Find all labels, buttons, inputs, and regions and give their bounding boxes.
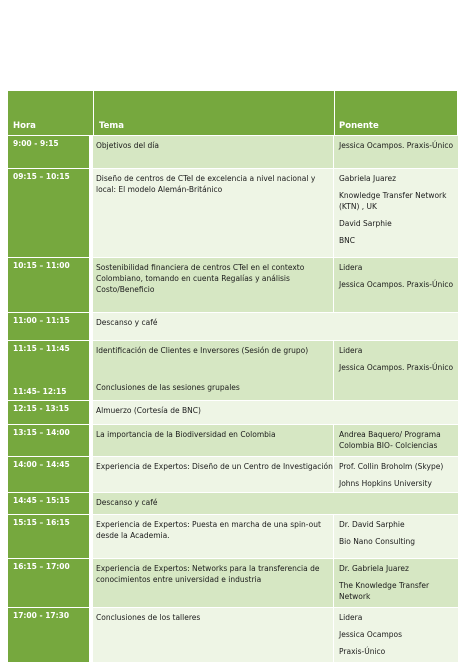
table-row <box>8 257 457 312</box>
header-divider <box>334 91 335 135</box>
table-row <box>8 607 457 662</box>
table-row <box>8 312 457 340</box>
speaker-line: David Sarphie <box>339 219 392 228</box>
time-cell: 09:15 – 10:15 <box>8 169 89 257</box>
time-cell: 12:15 - 13:15 <box>8 401 89 424</box>
time-cell: 14:45 – 15:15 <box>8 493 89 514</box>
topic-cell: Conclusiones de los talleres <box>93 608 333 662</box>
topic-cell: Experiencia de Expertos: Diseño de un Centro de Investigación <box>93 457 333 492</box>
time-second: 11:45- 12:15 <box>13 387 67 396</box>
agenda-table <box>8 91 457 662</box>
topic-cell: La importancia de la Biodiversidad en Colombia <box>93 425 333 456</box>
topic-cell: Descanso y café <box>93 313 458 340</box>
time-cell: 13:15 – 14:00 <box>8 425 89 456</box>
header-tema: Tema <box>99 121 125 131</box>
speaker-cell <box>334 608 458 662</box>
speaker-line: BNC <box>339 236 355 245</box>
time-cell: 14:00 – 14:45 <box>8 457 89 492</box>
speaker-cell <box>334 515 458 558</box>
speaker-cell <box>334 169 458 257</box>
speaker-line: Andrea Baquero/ Programa Colombia BIO- Colciencias <box>339 430 441 450</box>
topic-cell: Sostenibilidad financiera de centros CTeI en el contexto Colombiano, tomando en cuenta Regalías y análisis Costo/Beneficio <box>93 258 333 312</box>
speaker-line: Praxis-Único <box>339 647 386 656</box>
speaker-line: Jessica Ocampos. Praxis-Único <box>339 141 454 150</box>
speaker-line: Lidera <box>339 263 363 272</box>
header-ponente: Ponente <box>339 121 379 131</box>
speaker-cell <box>334 457 458 492</box>
time-cell: 9:00 - 9:15 <box>8 136 89 168</box>
speaker-line: Dr. Gabriela Juarez <box>339 564 409 573</box>
header-divider <box>93 91 94 135</box>
topic-cell: Experiencia de Expertos: Puesta en marcha de una spin-out desde la Academia. <box>93 515 333 558</box>
speaker-line: Bio Nano Consulting <box>339 537 415 546</box>
table-row <box>8 492 457 514</box>
speaker-line: Knowledge Transfer Network (KTN) , UK <box>339 191 447 211</box>
speaker-line: Prof. Collin Broholm (Skype) <box>339 462 444 471</box>
table-header <box>8 91 457 135</box>
speaker-cell <box>334 559 458 607</box>
speaker-line: Jessica Ocampos. Praxis-Único <box>339 280 454 289</box>
topic-first: Identificación de Clientes e Inversores (Sesión de grupo) <box>96 346 309 355</box>
table-row <box>8 135 457 168</box>
topic-second: Conclusiones de las sesiones grupales <box>96 383 240 392</box>
topic-cell <box>93 341 333 400</box>
topic-cell: Experiencia de Expertos: Networks para la transferencia de conocimientos entre universidad e industria <box>93 559 333 607</box>
speaker-line: Dr. David Sarphie <box>339 520 405 529</box>
speaker-line: Lidera <box>339 613 363 622</box>
table-row <box>8 424 457 456</box>
table-row <box>8 400 457 424</box>
time-cell: 15:15 – 16:15 <box>8 515 89 558</box>
table-row <box>8 514 457 558</box>
table-row <box>8 558 457 607</box>
speaker-line: Gabriela Juarez <box>339 174 397 183</box>
speaker-line: Lidera <box>339 346 363 355</box>
speaker-line: Jessica Ocampos. Praxis-Único <box>339 363 454 372</box>
topic-cell: Objetivos del día <box>93 136 333 168</box>
speaker-cell <box>334 425 458 456</box>
time-cell: 11:00 – 11:15 <box>8 313 89 340</box>
speaker-cell <box>334 258 458 312</box>
table-row <box>8 340 457 400</box>
time-cell: 16:15 – 17:00 <box>8 559 89 607</box>
time-cell: 17:00 - 17:30 <box>8 608 89 662</box>
table-row <box>8 168 457 257</box>
topic-cell: Almuerzo (Cortesía de BNC) <box>93 401 458 424</box>
topic-cell: Diseño de centros de CTeI de excelencia a nivel nacional y local: El modelo Alemán-Británico <box>93 169 333 257</box>
time-cell <box>8 341 89 400</box>
speaker-cell <box>334 341 458 400</box>
speaker-line: Jessica Ocampos <box>339 630 403 639</box>
speaker-line: Johns Hopkins University <box>339 479 432 488</box>
topic-cell: Descanso y café <box>93 493 458 514</box>
speaker-cell <box>334 136 458 168</box>
table-row <box>8 456 457 492</box>
speaker-line: The Knowledge Transfer Network <box>339 581 430 601</box>
header-hora: Hora <box>13 121 36 131</box>
time-cell: 10:15 – 11:00 <box>8 258 89 312</box>
time-start: 11:15 – 11:45 <box>13 344 70 353</box>
